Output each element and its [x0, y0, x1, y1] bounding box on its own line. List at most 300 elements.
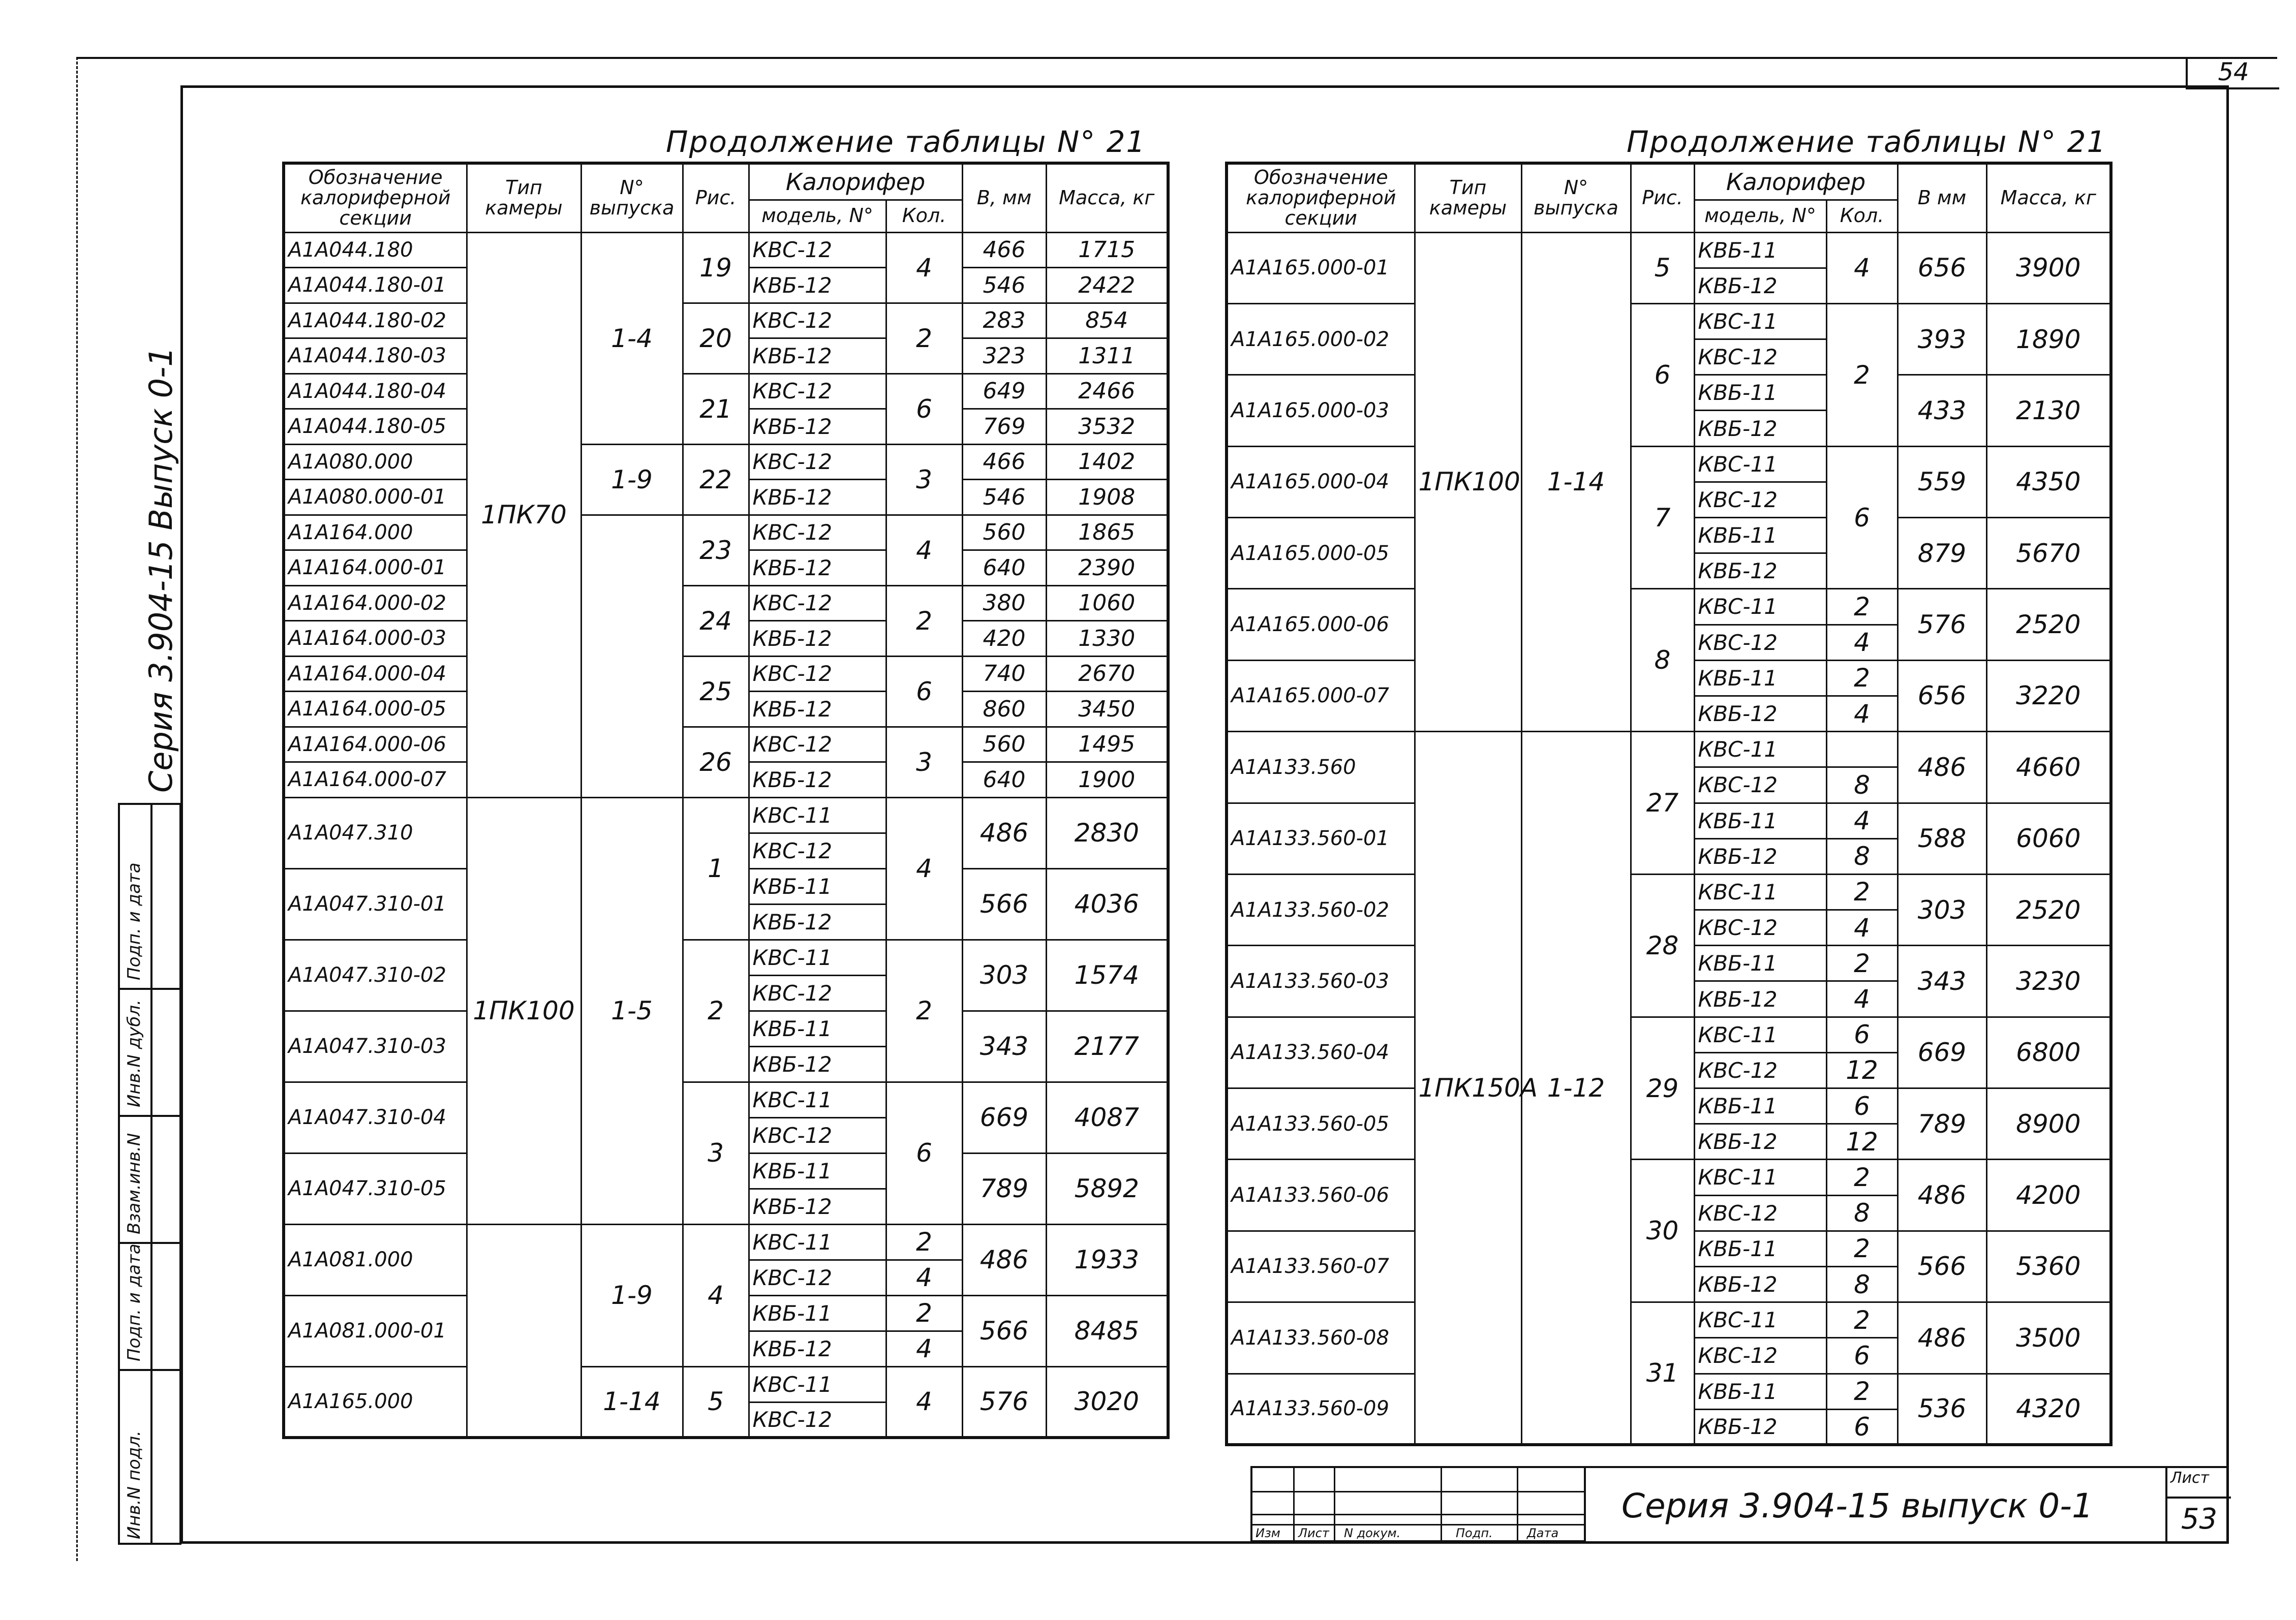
figure-cell: 23 [683, 515, 749, 585]
designation-cell: А1А080.000-01 [284, 480, 467, 515]
table-row [1227, 1160, 2111, 1195]
figure-cell: 24 [683, 585, 749, 656]
mass-cell: 2830 [1046, 797, 1168, 868]
designation-cell: А1А164.000 [284, 515, 467, 550]
left-table [282, 162, 1170, 1439]
table-row [1227, 303, 2111, 339]
header-heater: Калорифер [1694, 163, 1897, 200]
b-cell: 303 [962, 940, 1046, 1011]
model-cell: КВБ-12 [749, 409, 886, 445]
designation-cell: А1А044.180-01 [284, 268, 467, 303]
b-cell: 640 [962, 550, 1046, 586]
model-cell: КВС-11 [1694, 732, 1826, 767]
header-figure: Рис. [683, 163, 749, 232]
designation-cell: А1А047.310-05 [284, 1153, 467, 1224]
figure-cell: 26 [683, 727, 749, 797]
qty-cell: 4 [886, 1366, 962, 1438]
model-cell: КВС-12 [749, 232, 886, 268]
designation-cell: А1А164.000-06 [284, 727, 467, 762]
qty-cell: 8 [1826, 838, 1897, 874]
model-cell: КВБ-12 [1694, 1266, 1826, 1302]
mass-cell: 3500 [1986, 1302, 2111, 1374]
b-cell: 536 [1897, 1374, 1986, 1445]
mass-cell: 1495 [1046, 727, 1168, 762]
issue-cell: 1-9 [581, 1224, 683, 1366]
model-cell: КВБ-11 [749, 1295, 886, 1331]
figure-cell: 20 [683, 303, 749, 373]
qty-cell: 3 [886, 727, 962, 797]
header-model: модель, N° [1694, 200, 1826, 232]
qty-cell: 4 [1826, 232, 1897, 303]
designation-cell: А1А165.000-02 [1227, 303, 1415, 375]
b-cell: 486 [1897, 1302, 1986, 1374]
chamber-type-cell: 1ПК150А [1415, 732, 1521, 1445]
model-cell: КВБ-12 [749, 904, 886, 940]
b-cell: 420 [962, 621, 1046, 657]
b-cell: 560 [962, 727, 1046, 762]
model-cell: КВС-11 [1694, 446, 1826, 482]
figure-cell: 5 [1631, 232, 1694, 303]
qty-cell: 2 [886, 940, 962, 1082]
qty-cell: 2 [1826, 589, 1897, 625]
designation-cell: А1А047.310-02 [284, 940, 467, 1011]
table-row [1227, 874, 2111, 910]
model-cell: КВС-12 [749, 656, 886, 692]
figure-cell: 30 [1631, 1160, 1694, 1302]
designation-cell: А1А164.000-07 [284, 762, 467, 798]
issue-cell [581, 515, 683, 797]
model-cell: КВБ-11 [1694, 518, 1826, 553]
b-cell: 283 [962, 303, 1046, 338]
designation-cell: А1А165.000 [284, 1366, 467, 1438]
model-cell: КВБ-11 [1694, 660, 1826, 696]
model-cell: КВС-11 [1694, 303, 1826, 339]
b-cell: 546 [962, 268, 1046, 303]
model-cell: КВС-11 [749, 1366, 886, 1402]
b-cell: 656 [1897, 660, 1986, 731]
b-cell: 486 [1897, 1160, 1986, 1231]
designation-cell: А1А133.560-06 [1227, 1160, 1415, 1231]
header-qty: Кол. [886, 200, 962, 232]
sheet-box [2165, 1466, 2231, 1542]
figure-cell: 19 [683, 232, 749, 303]
model-cell: КВС-12 [1694, 1052, 1826, 1088]
mass-cell: 1908 [1046, 480, 1168, 515]
issue-cell: 1-12 [1521, 732, 1631, 1445]
qty-cell: 2 [886, 1224, 962, 1260]
qty-cell: 6 [1826, 1017, 1897, 1052]
right-table [1225, 162, 2113, 1446]
mass-cell: 5670 [1986, 518, 2111, 589]
table-row [284, 232, 1168, 268]
right-table-caption: Продолжение таблицы N° 21 [1627, 124, 2107, 159]
designation-cell: А1А133.560-07 [1227, 1231, 1415, 1302]
chamber-type-cell [467, 1224, 581, 1438]
b-cell: 343 [1897, 946, 1986, 1017]
b-cell: 769 [962, 409, 1046, 445]
model-cell: КВБ-12 [749, 1331, 886, 1366]
b-cell: 669 [1897, 1017, 1986, 1088]
issue-cell: 1-5 [581, 797, 683, 1224]
model-cell: КВБ-12 [1694, 981, 1826, 1017]
qty-cell: 2 [1826, 946, 1897, 981]
qty-cell: 6 [1826, 446, 1897, 589]
model-cell: КВС-11 [749, 940, 886, 975]
left-table-caption: Продолжение таблицы N° 21 [666, 124, 1146, 159]
side-stamp [118, 803, 181, 1545]
header-issue-no: N° выпуска [581, 163, 683, 232]
qty-cell: 6 [1826, 1338, 1897, 1374]
table-row [1227, 589, 2111, 625]
designation-cell: А1А081.000-01 [284, 1295, 467, 1366]
b-cell: 323 [962, 338, 1046, 374]
b-cell: 433 [1897, 375, 1986, 446]
title-block-top-line [1586, 1466, 2229, 1468]
mass-cell: 1900 [1046, 762, 1168, 798]
figure-cell: 6 [1631, 303, 1694, 446]
qty-cell: 2 [886, 585, 962, 656]
qty-cell: 4 [886, 797, 962, 940]
header-model: модель, N° [749, 200, 886, 232]
designation-cell: А1А080.000 [284, 444, 467, 480]
b-cell: 380 [962, 585, 1046, 621]
mass-cell: 8900 [1986, 1088, 2111, 1160]
mass-cell: 1890 [1986, 303, 2111, 375]
mass-cell: 1330 [1046, 621, 1168, 657]
table-row [284, 303, 1168, 338]
model-cell: КВС-11 [1694, 1302, 1826, 1338]
table-row [284, 797, 1168, 833]
table-row [284, 515, 1168, 550]
table-row [284, 940, 1168, 975]
title-block-text: Серия 3.904-15 выпуск 0-1 [1621, 1486, 2094, 1525]
model-cell: КВБ-12 [749, 338, 886, 374]
designation-cell: А1А044.180-04 [284, 373, 467, 409]
designation-cell: А1А164.000-05 [284, 692, 467, 727]
qty-cell: 12 [1826, 1052, 1897, 1088]
model-cell: КВБ-12 [1694, 1409, 1826, 1445]
b-cell: 566 [1897, 1231, 1986, 1302]
qty-cell: 2 [1826, 303, 1897, 446]
designation-cell: А1А081.000 [284, 1224, 467, 1295]
model-cell: КВБ-12 [1694, 411, 1826, 446]
model-cell: КВБ-12 [749, 1046, 886, 1082]
model-cell: КВБ-12 [1694, 1124, 1826, 1160]
mass-cell: 6800 [1986, 1017, 2111, 1088]
mass-cell: 3220 [1986, 660, 2111, 731]
model-cell: КВС-12 [1694, 1338, 1826, 1374]
designation-cell: А1А047.310-04 [284, 1082, 467, 1153]
b-cell: 566 [962, 868, 1046, 940]
designation-cell: А1А133.560-04 [1227, 1017, 1415, 1088]
designation-cell: А1А133.560-08 [1227, 1302, 1415, 1374]
qty-cell: 8 [1826, 1195, 1897, 1231]
b-cell: 656 [1897, 232, 1986, 303]
header-qty: Кол. [1826, 200, 1897, 232]
model-cell: КВС-12 [749, 373, 886, 409]
model-cell: КВБ-11 [1694, 1374, 1826, 1409]
mass-cell: 4200 [1986, 1160, 2111, 1231]
mass-cell: 1402 [1046, 444, 1168, 480]
designation-cell: А1А165.000-01 [1227, 232, 1415, 303]
model-cell: КВБ-12 [749, 621, 886, 657]
table-row [284, 373, 1168, 409]
mass-cell: 4660 [1986, 732, 2111, 803]
qty-cell: 6 [886, 1082, 962, 1224]
model-cell: КВС-11 [1694, 1017, 1826, 1052]
side-stamp-label-1: Инв.N подл. [124, 1430, 144, 1539]
model-cell: КВБ-12 [749, 762, 886, 798]
mass-cell: 2520 [1986, 589, 2111, 660]
designation-cell: А1А044.180-03 [284, 338, 467, 374]
header-chamber-type: Тип камеры [467, 163, 581, 232]
model-cell: КВС-12 [749, 1260, 886, 1295]
model-cell: КВБ-12 [749, 550, 886, 586]
issue-cell: 1-9 [581, 444, 683, 515]
side-stamp-label-3: Взам.инв.N [124, 1133, 144, 1234]
qty-cell: 4 [886, 232, 962, 303]
qty-cell: 4 [1826, 625, 1897, 660]
chamber-type-cell: 1ПК70 [467, 232, 581, 797]
figure-cell: 22 [683, 444, 749, 515]
b-cell: 860 [962, 692, 1046, 727]
mass-cell: 3900 [1986, 232, 2111, 303]
designation-cell: А1А164.000-02 [284, 585, 467, 621]
stamp-label-2: Лист [1298, 1526, 1329, 1540]
model-cell: КВС-12 [749, 515, 886, 550]
qty-cell: 6 [886, 656, 962, 727]
model-cell: КВБ-11 [749, 868, 886, 904]
mass-cell: 1715 [1046, 232, 1168, 268]
model-cell: КВС-12 [749, 444, 886, 480]
model-cell: КВБ-12 [749, 268, 886, 303]
b-cell: 486 [962, 797, 1046, 868]
model-cell: КВС-12 [1694, 767, 1826, 803]
stamp-label-1: Изм [1256, 1526, 1280, 1540]
model-cell: КВБ-11 [1694, 375, 1826, 411]
model-cell: КВБ-12 [749, 1189, 886, 1224]
model-cell: КВС-12 [749, 1402, 886, 1438]
table-row [1227, 732, 2111, 767]
designation-cell: А1А164.000-03 [284, 621, 467, 657]
b-cell: 560 [962, 515, 1046, 550]
figure-cell: 4 [683, 1224, 749, 1366]
qty-cell: 12 [1826, 1124, 1897, 1160]
model-cell: КВБ-11 [1694, 1088, 1826, 1124]
left-margin-line [76, 57, 78, 1561]
mass-cell: 2466 [1046, 373, 1168, 409]
model-cell: КВС-12 [749, 585, 886, 621]
corner-number-box: 54 [2186, 57, 2279, 89]
b-cell: 740 [962, 656, 1046, 692]
model-cell: КВС-12 [749, 727, 886, 762]
model-cell: КВБ-12 [749, 480, 886, 515]
figure-cell: 1 [683, 797, 749, 940]
mass-cell: 2422 [1046, 268, 1168, 303]
model-cell: КВС-11 [1694, 589, 1826, 625]
model-cell: КВС-12 [1694, 482, 1826, 517]
designation-cell: А1А164.000-04 [284, 656, 467, 692]
qty-cell: 2 [1826, 1231, 1897, 1266]
qty-cell: 2 [1826, 660, 1897, 696]
table-row [284, 1224, 1168, 1260]
model-cell: КВБ-12 [749, 692, 886, 727]
table-row [284, 727, 1168, 762]
designation-cell: А1А165.000-03 [1227, 375, 1415, 446]
b-cell: 669 [962, 1082, 1046, 1153]
stamp-label-4: Подп. [1456, 1526, 1493, 1540]
chamber-type-cell: 1ПК100 [467, 797, 581, 1224]
mass-cell: 2130 [1986, 375, 2111, 446]
b-cell: 559 [1897, 446, 1986, 517]
qty-cell: 2 [1826, 1302, 1897, 1338]
model-cell: КВС-11 [749, 1224, 886, 1260]
mass-cell: 5360 [1986, 1231, 2111, 1302]
designation-cell: А1А047.310 [284, 797, 467, 868]
qty-cell: 2 [1826, 874, 1897, 910]
stamp-label-3: N докум. [1344, 1526, 1401, 1540]
header-b: В мм [1897, 163, 1986, 232]
model-cell: КВБ-11 [1694, 1231, 1826, 1266]
mass-cell: 4036 [1046, 868, 1168, 940]
mass-cell: 1060 [1046, 585, 1168, 621]
chamber-type-cell: 1ПК100 [1415, 232, 1521, 732]
qty-cell: 4 [1826, 981, 1897, 1017]
b-cell: 588 [1897, 803, 1986, 874]
mass-cell: 2177 [1046, 1011, 1168, 1082]
qty-cell: 4 [1826, 696, 1897, 731]
side-stamp-label-2: Подп. и дата [124, 1243, 144, 1361]
model-cell: КВС-12 [749, 975, 886, 1011]
side-stamp-label-4: Инв.N дубл. [124, 1000, 144, 1107]
model-cell: КВБ-11 [1694, 803, 1826, 838]
b-cell: 466 [962, 444, 1046, 480]
mass-cell: 8485 [1046, 1295, 1168, 1366]
mass-cell: 4087 [1046, 1082, 1168, 1153]
b-cell: 393 [1897, 303, 1986, 375]
header-figure: Рис. [1631, 163, 1694, 232]
designation-cell: А1А164.000-01 [284, 550, 467, 586]
figure-cell: 2 [683, 940, 749, 1082]
qty-cell [1826, 732, 1897, 767]
b-cell: 486 [1897, 732, 1986, 803]
designation-cell: А1А165.000-04 [1227, 446, 1415, 517]
model-cell: КВБ-12 [1694, 268, 1826, 303]
mass-cell: 5892 [1046, 1153, 1168, 1224]
model-cell: КВБ-11 [1694, 232, 1826, 268]
qty-cell: 2 [886, 1295, 962, 1331]
figure-cell: 31 [1631, 1302, 1694, 1445]
table-row [284, 585, 1168, 621]
mass-cell: 1311 [1046, 338, 1168, 374]
series-caption-vertical: Серия 3.904-15 Выпуск 0-1 [142, 347, 179, 793]
b-cell: 303 [1897, 874, 1986, 945]
figure-cell: 21 [683, 373, 749, 444]
table-row [284, 656, 1168, 692]
model-cell: КВБ-12 [1694, 553, 1826, 589]
qty-cell: 4 [886, 1260, 962, 1295]
side-stamp-label-5: Подп. и дата [124, 862, 144, 980]
designation-cell: А1А133.560-02 [1227, 874, 1415, 945]
mass-cell: 4350 [1986, 446, 2111, 517]
designation-cell: А1А133.560-01 [1227, 803, 1415, 874]
header-heater: Калорифер [749, 163, 962, 200]
figure-cell: 7 [1631, 446, 1694, 589]
top-frame-line [76, 57, 2277, 59]
designation-cell: А1А047.310-01 [284, 868, 467, 940]
model-cell: КВС-11 [749, 797, 886, 833]
mass-cell: 6060 [1986, 803, 2111, 874]
qty-cell: 4 [886, 1331, 962, 1366]
designation-cell: А1А044.180 [284, 232, 467, 268]
table-row [284, 1366, 1168, 1402]
qty-cell: 6 [886, 373, 962, 444]
model-cell: КВС-12 [749, 833, 886, 868]
b-cell: 566 [962, 1295, 1046, 1366]
model-cell: КВС-12 [749, 303, 886, 338]
model-cell: КВС-11 [749, 1082, 886, 1117]
b-cell: 640 [962, 762, 1046, 798]
model-cell: КВС-12 [1694, 625, 1826, 660]
model-cell: КВБ-12 [1694, 838, 1826, 874]
header-issue-no: N° выпуска [1521, 163, 1631, 232]
figure-cell: 5 [683, 1366, 749, 1438]
designation-cell: А1А044.180-05 [284, 409, 467, 445]
model-cell: КВС-12 [1694, 910, 1826, 946]
figure-cell: 3 [683, 1082, 749, 1224]
model-cell: КВБ-11 [1694, 946, 1826, 981]
b-cell: 486 [962, 1224, 1046, 1295]
mass-cell: 854 [1046, 303, 1168, 338]
header-mass: Масса, кг [1986, 163, 2111, 232]
model-cell: КВБ-11 [749, 1153, 886, 1189]
designation-cell: А1А165.000-05 [1227, 518, 1415, 589]
designation-cell: А1А133.560-05 [1227, 1088, 1415, 1160]
qty-cell: 2 [1826, 1374, 1897, 1409]
model-cell: КВС-11 [1694, 874, 1826, 910]
mass-cell: 3230 [1986, 946, 2111, 1017]
designation-cell: А1А133.560-09 [1227, 1374, 1415, 1445]
figure-cell: 28 [1631, 874, 1694, 1017]
figure-cell: 25 [683, 656, 749, 727]
model-cell: КВС-12 [1694, 339, 1826, 375]
model-cell: КВС-11 [1694, 1160, 1826, 1195]
b-cell: 649 [962, 373, 1046, 409]
issue-cell: 1-14 [1521, 232, 1631, 732]
qty-cell: 6 [1826, 1088, 1897, 1124]
designation-cell: А1А133.560 [1227, 732, 1415, 803]
qty-cell: 2 [1826, 1160, 1897, 1195]
designation-cell: А1А044.180-02 [284, 303, 467, 338]
model-cell: КВБ-12 [1694, 696, 1826, 731]
header-chamber-type: Тип камеры [1415, 163, 1521, 232]
mass-cell: 4320 [1986, 1374, 2111, 1445]
issue-cell: 1-14 [581, 1366, 683, 1438]
header-b: В, мм [962, 163, 1046, 232]
model-cell: КВС-12 [749, 1117, 886, 1153]
b-cell: 546 [962, 480, 1046, 515]
b-cell: 789 [962, 1153, 1046, 1224]
qty-cell: 8 [1826, 1266, 1897, 1302]
designation-cell: А1А165.000-06 [1227, 589, 1415, 660]
mass-cell: 3020 [1046, 1366, 1168, 1438]
mass-cell: 2670 [1046, 656, 1168, 692]
b-cell: 466 [962, 232, 1046, 268]
mass-cell: 3450 [1046, 692, 1168, 727]
b-cell: 879 [1897, 518, 1986, 589]
sheet-number: 53 [2181, 1503, 2218, 1536]
b-cell: 343 [962, 1011, 1046, 1082]
